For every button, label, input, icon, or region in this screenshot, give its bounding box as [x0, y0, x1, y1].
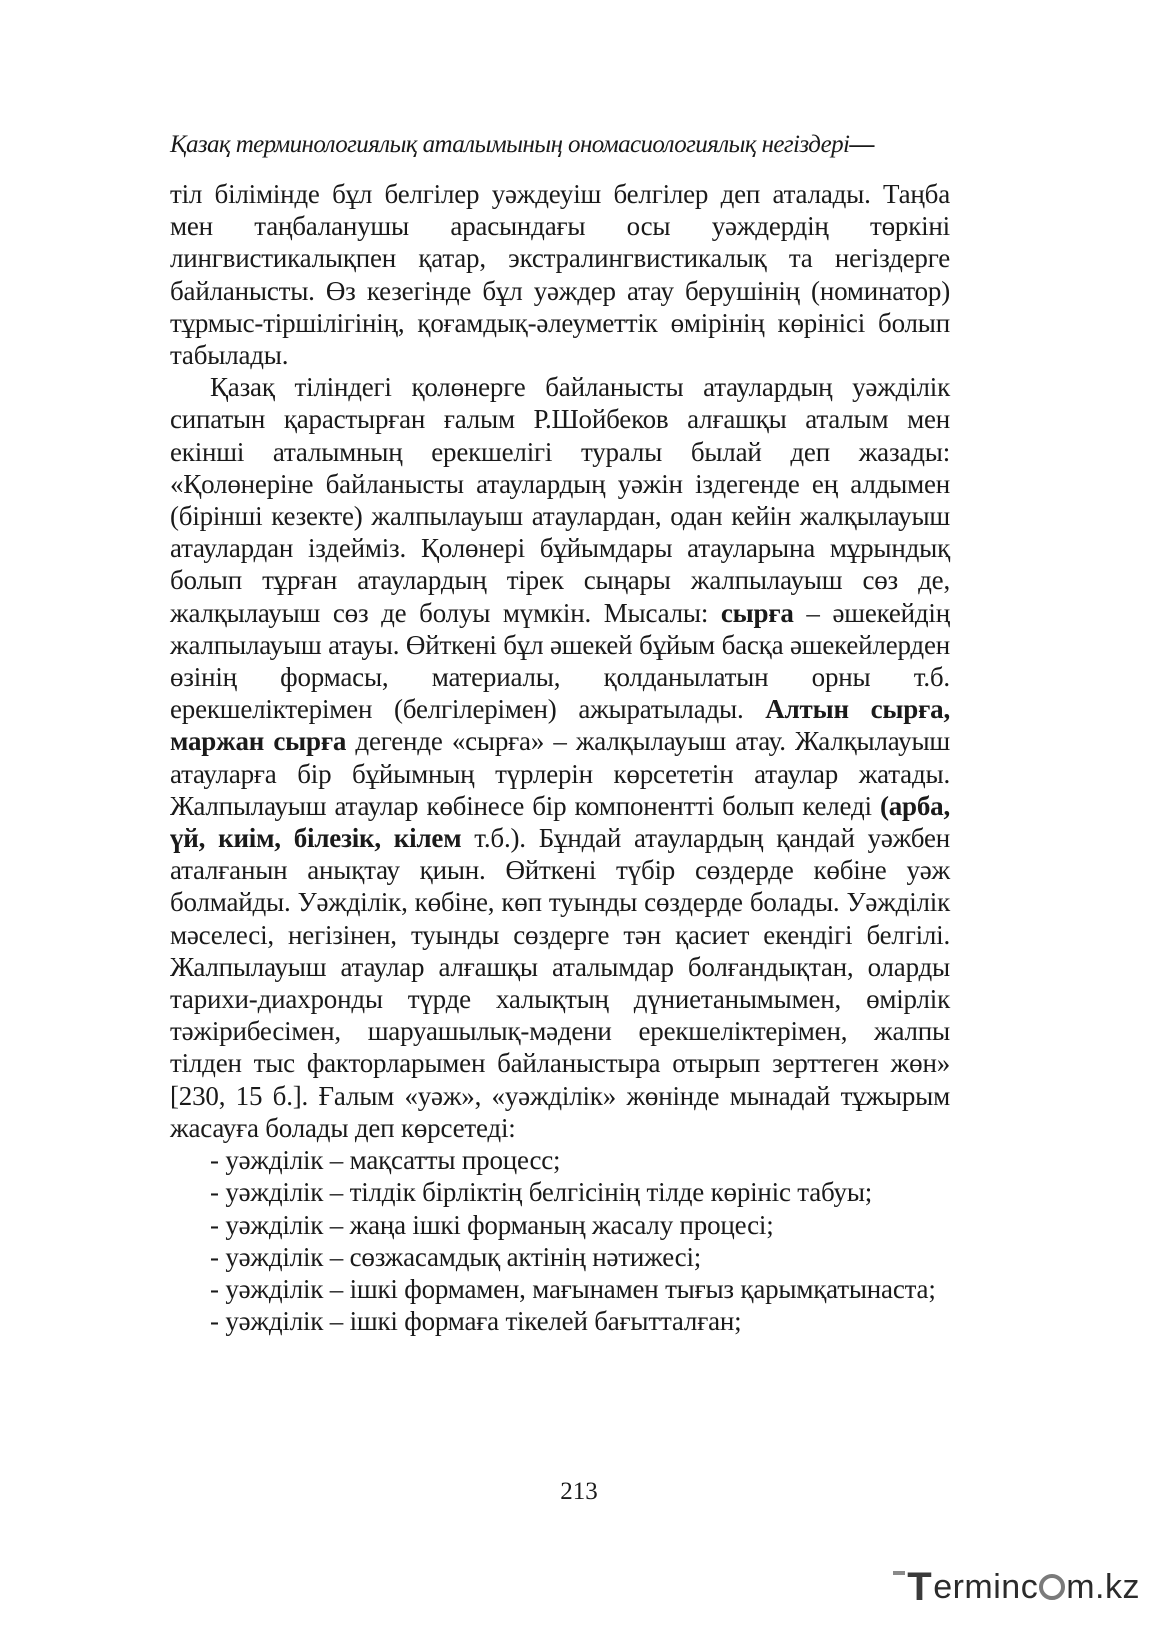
logo-text-tail: m.kz — [1066, 1567, 1140, 1606]
text-run: тіл білімінде бұл белгілер уәждеуіш белгілер деп аталады. Таңба мен таңбаланушы арасындағы осы уәждердің төркіні лингвистикалықпен қатар, экстралингвистикалық та негіздерге байланысты. Өз кезегінде бұл уәждер атау берушінің (номинатор) тұрмыс-тіршілігінің, қоғамдық-әлеуметтік өмірінің көрінісі болып табылады. — [170, 179, 950, 371]
text-run: т.б.). Бұндай атаулардың қандай уәжбен аталғанын анықтау қиын. Өйткені түбір сөздерде көбіне уәж болмайды. Уәжділік, көбіне, көп туынды сөздерде болады. Уәжділік мәселесі, негізінен, туынды сөздерге тән қасиет екендігі белгілі. Жалпылауыш атаулар алғашқы аталымдар болғандықтан, оларды тарихи-диахронды түрде халықтың дүниетанымымен, өмірлік тәжірибесімен, шаруашылық-мәдени ерекшеліктерімен, жалпы тілден тыс факторларымен байланыстыра отырып зерттеген жөн» [230, 15 б.]. Ғалым «уәж», «уәжділік» жөнінде мынадай тұжырым жасауға болады деп көрсетеді: — [170, 823, 950, 1143]
bold-term: сырға — [720, 597, 794, 628]
paragraph — [170, 371, 950, 1144]
list-item: - уәжділік – тілдік бірліктің белгісінің тілде көрініс табуы; — [210, 1177, 873, 1208]
paragraph — [170, 178, 950, 371]
logo-o-icon — [1039, 1574, 1065, 1600]
text-run: дегенде «сырға» – жалқылауыш атау. Жалқылауыш атауларға бір бұйымның түрлерін көрсететін атаулар жатады. Жалпылауыш атаулар көбінесе бір компонентті болып келеді — [170, 726, 950, 821]
running-title: Қазақ терминологиялық аталымының ономасиологиялық негіздері — [170, 131, 850, 158]
text-run: Қазақ тіліндегі қолөнерге байланысты атаулардың уәжділік сипатын қарастырған ғалым Р.Шойбеков алғашқы аталым мен екінші аталымның ерекшелігі туралы былай деп жазады: «Қолөнеріне байланысты атаулардың уәжін іздегенде ең алдымен (бірінші кезекте) жалпылауыш атаулардан, одан кейін жалқылауыш атаулардан іздейміз. Қолөнері бұйымдары атауларына мұрындық болып тұрған атаулардың тірек сыңары жалпылауыш сөз де, жалқылауыш сөз де болуы мүмкін. Мысалы: — [170, 372, 950, 628]
text-run: – әшекейдің жалпылауыш атауы. Өйткені бұл әшекей бұйым басқа әшекейлерден өзінің формасы, материалы, қолданылатын орны т.б. ерекшеліктерімен (белгілерімен) ажыратылады. — [170, 597, 950, 725]
logo-text-mid: erminc — [933, 1567, 1039, 1606]
page-number: 213 — [560, 1478, 598, 1505]
bold-term: (арба, үй, киім, білезік, кілем — [170, 790, 950, 854]
list-item: - уәжділік – жаңа ішкі форманың жасалу процесі; — [210, 1209, 774, 1240]
termincom-logo — [907, 1565, 1140, 1609]
header-dash: — — [849, 131, 874, 158]
logo-letter-t: T — [907, 1564, 933, 1609]
running-header — [170, 130, 960, 160]
bold-term: Алтын сырға, маржан сырға — [170, 694, 950, 757]
list-item: - уәжділік – ішкі формамен, мағынамен тығыз қарымқатынаста; — [210, 1273, 936, 1304]
list-item: - уәжділік – сөзжасамдық актінің нәтижесі; — [210, 1241, 702, 1272]
list-item: - уәжділік – ішкі формаға тікелей бағытталған; — [210, 1306, 742, 1337]
body-text — [170, 178, 950, 1337]
list-item: - уәжділік – мақсатты процесс; — [210, 1145, 561, 1176]
